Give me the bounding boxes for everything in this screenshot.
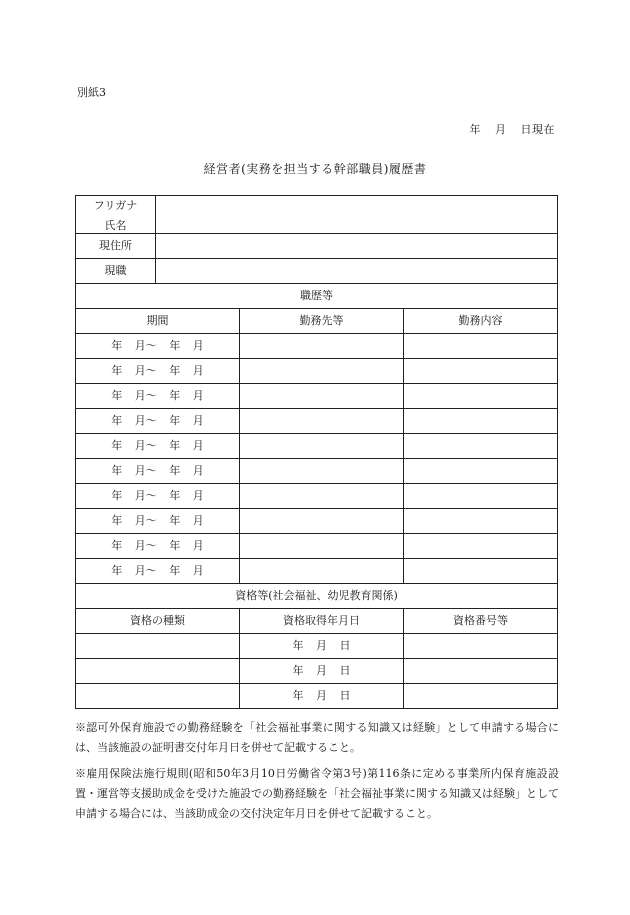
career-section-title: 職歴等 <box>76 284 558 309</box>
address-label: 現住所 <box>76 234 156 259</box>
career-duties-cell[interactable] <box>404 334 558 359</box>
career-period-cell[interactable]: 年 月～ 年 月 <box>76 334 240 359</box>
career-duties-cell[interactable] <box>404 509 558 534</box>
career-period-cell[interactable]: 年 月～ 年 月 <box>76 384 240 409</box>
career-duties-cell[interactable] <box>404 459 558 484</box>
qualification-type-cell[interactable] <box>76 634 240 659</box>
career-section-row <box>76 284 558 309</box>
career-header-workplace: 勤務先等 <box>240 309 404 334</box>
qualification-type-cell[interactable] <box>76 659 240 684</box>
qualification-header-row <box>76 609 558 634</box>
name-row <box>76 196 558 234</box>
qualification-header-number: 資格番号等 <box>404 609 558 634</box>
current-job-row <box>76 259 558 284</box>
qualification-number-cell[interactable] <box>404 684 558 709</box>
career-workplace-cell[interactable] <box>240 359 404 384</box>
notes <box>75 718 559 830</box>
current-job-label: 現職 <box>76 259 156 284</box>
career-row <box>76 534 558 559</box>
career-period-cell[interactable]: 年 月～ 年 月 <box>76 534 240 559</box>
address-row <box>76 234 558 259</box>
qualification-row <box>76 659 558 684</box>
career-row <box>76 559 558 584</box>
career-workplace-cell[interactable] <box>240 409 404 434</box>
career-row <box>76 484 558 509</box>
qualification-header-date: 資格取得年月日 <box>240 609 404 634</box>
career-period-cell[interactable]: 年 月～ 年 月 <box>76 434 240 459</box>
career-duties-cell[interactable] <box>404 484 558 509</box>
name-field[interactable] <box>156 196 558 234</box>
career-period-cell[interactable]: 年 月～ 年 月 <box>76 509 240 534</box>
qualification-date-cell[interactable]: 年 月 日 <box>240 684 404 709</box>
career-row <box>76 509 558 534</box>
career-workplace-cell[interactable] <box>240 559 404 584</box>
qualification-row <box>76 634 558 659</box>
qualification-section-row <box>76 584 558 609</box>
career-duties-cell[interactable] <box>404 409 558 434</box>
note-item: ※雇用保険法施行規則(昭和50年3月10日労働省令第3号)第116条に定める事業所内保育施設設置・運営等支援助成金を受けた施設での勤務経験を「社会福祉事業に関する知識又は経験」として申請する場合には、当該助成金の交付決定年月日を併せて記載すること。 <box>75 767 559 820</box>
address-field[interactable] <box>156 234 558 259</box>
qualification-number-cell[interactable] <box>404 634 558 659</box>
furigana-label: フリガナ <box>93 198 138 212</box>
career-duties-cell[interactable] <box>404 434 558 459</box>
document-title: 経営者(実務を担当する幹部職員)履歴書 <box>203 162 427 176</box>
note-item: ※認可外保育施設での勤務経験を「社会福祉事業に関する知識又は経験」として申請する場合には、当該施設の証明書交付年月日を併せて記載すること。 <box>75 721 559 754</box>
career-duties-cell[interactable] <box>404 384 558 409</box>
career-header-row <box>76 309 558 334</box>
career-row <box>76 409 558 434</box>
date-as-of: 年 月 日現在 <box>469 123 555 136</box>
career-period-cell[interactable]: 年 月～ 年 月 <box>76 459 240 484</box>
name-label: 氏名 <box>104 218 127 232</box>
career-period-cell[interactable]: 年 月～ 年 月 <box>76 559 240 584</box>
career-duties-cell[interactable] <box>404 359 558 384</box>
career-row <box>76 359 558 384</box>
career-period-cell[interactable]: 年 月～ 年 月 <box>76 409 240 434</box>
career-header-period: 期間 <box>76 309 240 334</box>
qualification-type-cell[interactable] <box>76 684 240 709</box>
qualification-header-type: 資格の種類 <box>76 609 240 634</box>
resume-form <box>75 195 558 709</box>
current-job-field[interactable] <box>156 259 558 284</box>
career-period-cell[interactable]: 年 月～ 年 月 <box>76 484 240 509</box>
career-duties-cell[interactable] <box>404 559 558 584</box>
career-workplace-cell[interactable] <box>240 434 404 459</box>
qualification-section-title: 資格等(社会福祉、幼児教育関係) <box>76 584 558 609</box>
annex-label: 別紙3 <box>77 86 106 99</box>
qualification-date-cell[interactable]: 年 月 日 <box>240 634 404 659</box>
career-row <box>76 384 558 409</box>
career-row <box>76 434 558 459</box>
furigana-name-label-cell <box>76 196 156 234</box>
qualification-row <box>76 684 558 709</box>
career-period-cell[interactable]: 年 月～ 年 月 <box>76 359 240 384</box>
career-workplace-cell[interactable] <box>240 384 404 409</box>
career-duties-cell[interactable] <box>404 534 558 559</box>
career-workplace-cell[interactable] <box>240 509 404 534</box>
career-row <box>76 459 558 484</box>
career-workplace-cell[interactable] <box>240 484 404 509</box>
career-workplace-cell[interactable] <box>240 459 404 484</box>
career-row <box>76 334 558 359</box>
qualification-date-cell[interactable]: 年 月 日 <box>240 659 404 684</box>
career-workplace-cell[interactable] <box>240 534 404 559</box>
qualification-number-cell[interactable] <box>404 659 558 684</box>
career-header-duties: 勤務内容 <box>404 309 558 334</box>
career-workplace-cell[interactable] <box>240 334 404 359</box>
